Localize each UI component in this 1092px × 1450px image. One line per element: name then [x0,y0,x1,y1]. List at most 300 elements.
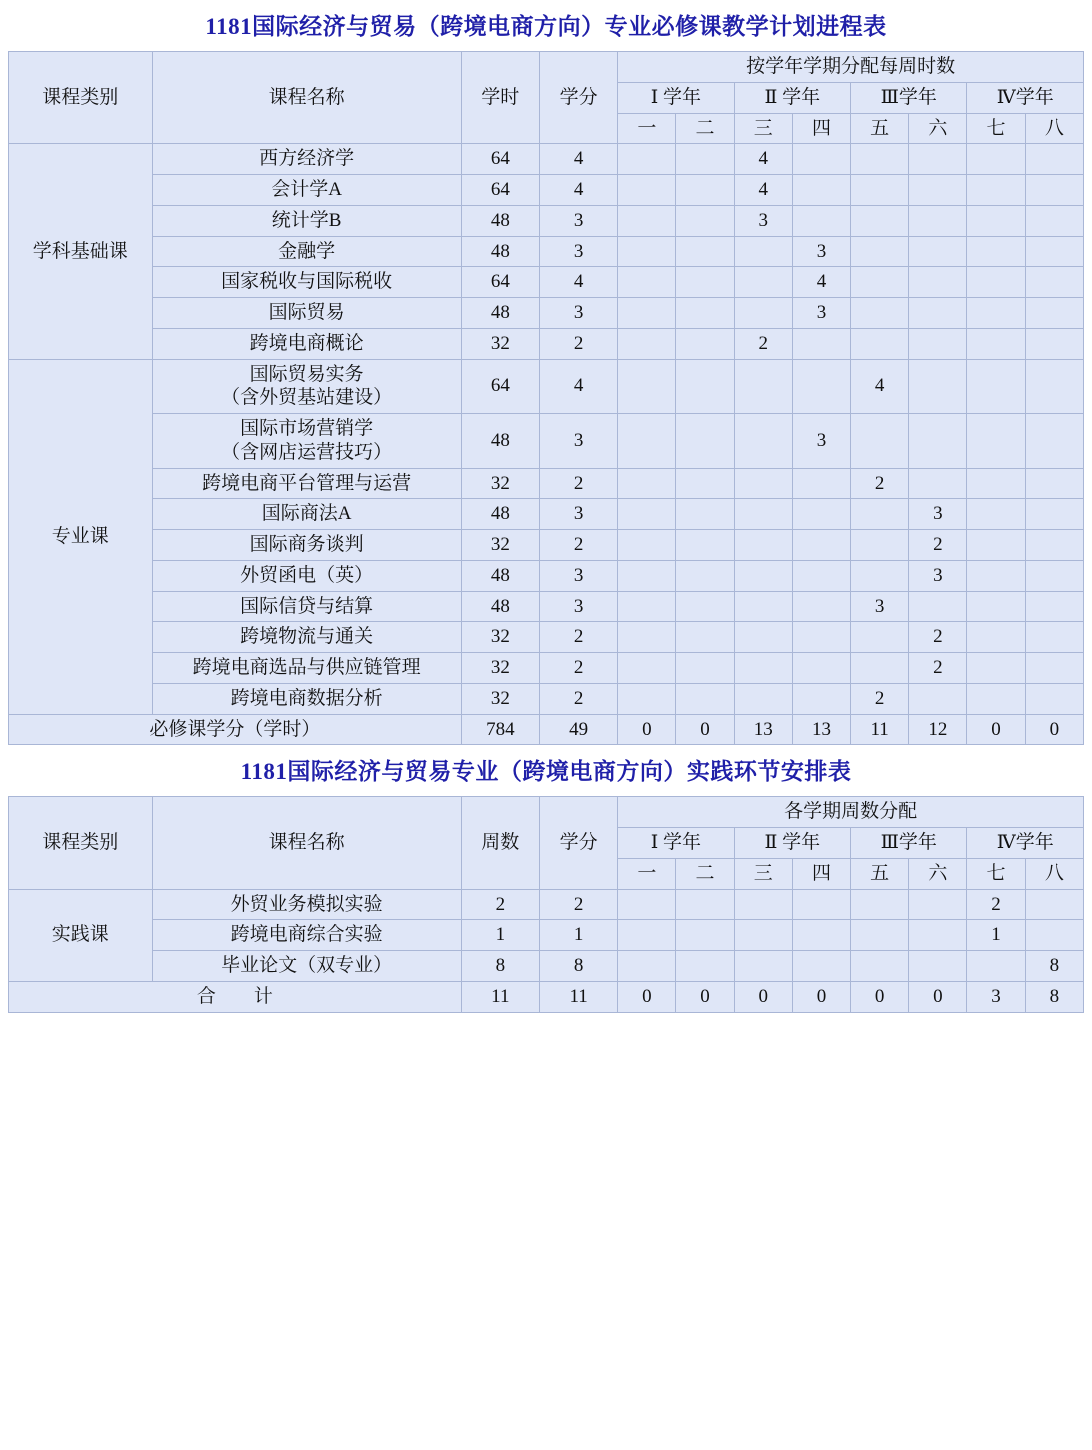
course-credits: 3 [539,560,617,591]
term-4 [792,175,850,206]
summary-term-8: 8 [1025,981,1083,1012]
table-row [9,144,1084,175]
course-name: 跨境电商选品与供应链管理 [152,653,461,684]
header-term-2: 二 [676,113,734,144]
header-year-4: Ⅳ学年 [967,828,1084,859]
term-5: 2 [851,468,909,499]
summary-row [9,714,1084,745]
table-header-row [9,52,1084,83]
term-4 [792,591,850,622]
course-hours: 32 [461,468,539,499]
summary-label: 合 计 [9,981,462,1012]
course-weeks: 8 [461,951,539,982]
table-row [9,175,1084,206]
course-credits: 4 [539,175,617,206]
term-1 [618,591,676,622]
term-2 [676,889,734,920]
term-8 [1025,144,1083,175]
header-distribution: 各学期周数分配 [618,797,1084,828]
term-2 [676,560,734,591]
table-row [9,499,1084,530]
term-8 [1025,359,1083,414]
course-hours: 64 [461,359,539,414]
term-1 [618,499,676,530]
header-term-1: 一 [618,113,676,144]
term-6 [909,414,967,469]
term-7 [967,499,1025,530]
course-credits: 2 [539,328,617,359]
summary-term-6: 0 [909,981,967,1012]
term-4 [792,530,850,561]
term-2 [676,499,734,530]
course-hours: 32 [461,530,539,561]
header-term-2: 二 [676,858,734,889]
term-7 [967,951,1025,982]
term-8 [1025,683,1083,714]
table-row [9,205,1084,236]
term-1 [618,622,676,653]
term-5 [851,920,909,951]
term-6 [909,175,967,206]
term-8 [1025,622,1083,653]
summary-term-5: 11 [851,714,909,745]
term-7 [967,267,1025,298]
term-6 [909,144,967,175]
term-6 [909,951,967,982]
term-6: 2 [909,622,967,653]
term-4 [792,560,850,591]
term-1 [618,560,676,591]
term-6 [909,298,967,329]
term-3 [734,267,792,298]
table-row [9,468,1084,499]
header-term-5: 五 [851,113,909,144]
term-4 [792,499,850,530]
course-hours: 64 [461,144,539,175]
header-year-1: Ⅰ 学年 [618,82,734,113]
term-2 [676,591,734,622]
term-4: 3 [792,298,850,329]
header-term-7: 七 [967,858,1025,889]
term-4 [792,622,850,653]
term-1 [618,530,676,561]
table-row [9,530,1084,561]
course-credits: 8 [539,951,617,982]
term-7 [967,591,1025,622]
course-name: 跨境电商数据分析 [152,683,461,714]
course-name: 国际商法A [152,499,461,530]
term-2 [676,414,734,469]
summary-credits: 11 [539,981,617,1012]
term-6 [909,468,967,499]
term-3 [734,622,792,653]
term-1 [618,144,676,175]
term-2 [676,653,734,684]
course-name: 国家税收与国际税收 [152,267,461,298]
term-2 [676,468,734,499]
table-row [9,951,1084,982]
term-1 [618,359,676,414]
header-term-4: 四 [792,858,850,889]
page-title-1: 1181国际经济与贸易（跨境电商方向）专业必修课教学计划进程表 [205,14,887,39]
term-5: 3 [851,591,909,622]
table-row [9,653,1084,684]
term-3: 4 [734,175,792,206]
term-7 [967,144,1025,175]
course-name: 跨境电商综合实验 [152,920,461,951]
course-name: 跨境电商平台管理与运营 [152,468,461,499]
summary-term-3: 13 [734,714,792,745]
term-8 [1025,653,1083,684]
term-3 [734,468,792,499]
header-hours: 学时 [461,52,539,144]
term-5 [851,144,909,175]
term-8 [1025,591,1083,622]
term-7 [967,530,1025,561]
header-year-2: Ⅱ 学年 [734,82,850,113]
term-6 [909,328,967,359]
course-hours: 48 [461,560,539,591]
term-5 [851,951,909,982]
course-credits: 3 [539,499,617,530]
term-3: 3 [734,205,792,236]
term-5 [851,414,909,469]
table-row [9,591,1084,622]
term-7 [967,328,1025,359]
summary-term-1: 0 [618,714,676,745]
term-6 [909,205,967,236]
header-category: 课程类别 [9,797,153,889]
term-3: 4 [734,144,792,175]
term-2 [676,359,734,414]
term-3 [734,414,792,469]
course-credits: 2 [539,622,617,653]
category-cell-practice: 实践课 [9,889,153,981]
summary-term-7: 3 [967,981,1025,1012]
course-name: 外贸函电（英） [152,560,461,591]
course-weeks: 1 [461,920,539,951]
header-course-name: 课程名称 [152,52,461,144]
term-4: 3 [792,414,850,469]
term-7 [967,468,1025,499]
term-2 [676,205,734,236]
header-credits: 学分 [539,52,617,144]
category-cell-basic: 学科基础课 [9,144,153,359]
page-title-2: 1181国际经济与贸易专业（跨境电商方向）实践环节安排表 [240,759,852,785]
course-credits: 4 [539,359,617,414]
term-5 [851,653,909,684]
term-3 [734,560,792,591]
header-term-1: 一 [618,858,676,889]
term-8 [1025,298,1083,329]
term-1 [618,951,676,982]
term-7 [967,653,1025,684]
summary-term-5: 0 [851,981,909,1012]
term-8: 8 [1025,951,1083,982]
table-row [9,267,1084,298]
table-row [9,683,1084,714]
term-1 [618,298,676,329]
summary-credits: 49 [539,714,617,745]
summary-term-3: 0 [734,981,792,1012]
practice-table [8,796,1084,1012]
term-8 [1025,328,1083,359]
term-4: 3 [792,236,850,267]
table-row [9,889,1084,920]
course-hours: 32 [461,622,539,653]
course-credits: 3 [539,205,617,236]
course-credits: 2 [539,889,617,920]
term-5 [851,298,909,329]
term-6 [909,267,967,298]
term-4 [792,683,850,714]
term-7 [967,205,1025,236]
term-4 [792,328,850,359]
course-name: 西方经济学 [152,144,461,175]
term-3 [734,951,792,982]
header-term-6: 六 [909,113,967,144]
term-3 [734,683,792,714]
term-3 [734,653,792,684]
term-3 [734,889,792,920]
course-hours: 48 [461,205,539,236]
term-6: 2 [909,653,967,684]
term-5 [851,530,909,561]
term-3 [734,591,792,622]
term-6 [909,920,967,951]
course-name: 外贸业务模拟实验 [152,889,461,920]
term-2 [676,175,734,206]
course-hours: 48 [461,298,539,329]
term-5 [851,267,909,298]
term-6: 3 [909,560,967,591]
term-7 [967,622,1025,653]
course-credits: 2 [539,653,617,684]
term-5 [851,205,909,236]
term-1 [618,920,676,951]
course-name: 毕业论文（双专业） [152,951,461,982]
course-hours: 32 [461,653,539,684]
term-2 [676,920,734,951]
course-credits: 2 [539,683,617,714]
term-1 [618,236,676,267]
header-term-5: 五 [851,858,909,889]
table-row [9,920,1084,951]
course-credits: 2 [539,530,617,561]
term-3 [734,530,792,561]
term-7 [967,236,1025,267]
term-6: 2 [909,530,967,561]
header-term-4: 四 [792,113,850,144]
required-courses-table [8,51,1084,745]
summary-term-4: 13 [792,714,850,745]
term-5: 4 [851,359,909,414]
term-8 [1025,920,1083,951]
summary-weeks: 11 [461,981,539,1012]
course-hours: 48 [461,236,539,267]
header-course-name: 课程名称 [152,797,461,889]
course-name: 国际信贷与结算 [152,591,461,622]
term-6 [909,889,967,920]
term-3 [734,499,792,530]
term-6 [909,591,967,622]
term-4 [792,951,850,982]
course-name: 会计学A [152,175,461,206]
term-4 [792,359,850,414]
term-4 [792,144,850,175]
course-hours: 32 [461,683,539,714]
term-8 [1025,205,1083,236]
course-hours: 32 [461,328,539,359]
table-row [9,328,1084,359]
term-7 [967,414,1025,469]
summary-term-1: 0 [618,981,676,1012]
term-1 [618,468,676,499]
course-name: 国际贸易 [152,298,461,329]
header-year-4: Ⅳ学年 [967,82,1084,113]
summary-term-2: 0 [676,714,734,745]
practice-body [9,889,1084,1012]
term-2 [676,267,734,298]
term-3 [734,236,792,267]
course-hours: 64 [461,267,539,298]
term-8 [1025,530,1083,561]
summary-label: 必修课学分（学时） [9,714,462,745]
term-2 [676,683,734,714]
header-year-3: Ⅲ学年 [851,82,967,113]
course-name: 国际商务谈判 [152,530,461,561]
term-8 [1025,560,1083,591]
term-1 [618,889,676,920]
term-6: 3 [909,499,967,530]
term-3 [734,298,792,329]
header-year-1: Ⅰ 学年 [618,828,734,859]
term-2 [676,622,734,653]
term-8 [1025,175,1083,206]
course-credits: 4 [539,144,617,175]
term-8 [1025,499,1083,530]
table-row [9,236,1084,267]
term-6 [909,236,967,267]
course-credits: 3 [539,414,617,469]
term-2 [676,328,734,359]
term-2 [676,530,734,561]
term-5 [851,622,909,653]
term-3 [734,920,792,951]
term-4 [792,205,850,236]
header-credits: 学分 [539,797,617,889]
term-4: 4 [792,267,850,298]
term-4 [792,920,850,951]
term-6 [909,359,967,414]
table-row [9,622,1084,653]
term-7 [967,359,1025,414]
header-weeks: 周数 [461,797,539,889]
term-8 [1025,236,1083,267]
course-hours: 48 [461,414,539,469]
term-5 [851,236,909,267]
course-name: 跨境物流与通关 [152,622,461,653]
term-5 [851,499,909,530]
summary-term-2: 0 [676,981,734,1012]
course-credits: 1 [539,920,617,951]
term-7: 1 [967,920,1025,951]
term-1 [618,205,676,236]
course-name: 统计学B [152,205,461,236]
course-name: 国际贸易实务 （含外贸基站建设） [152,359,461,414]
term-1 [618,328,676,359]
term-1 [618,175,676,206]
table-row [9,298,1084,329]
term-4 [792,468,850,499]
header-term-3: 三 [734,858,792,889]
course-credits: 3 [539,591,617,622]
summary-hours: 784 [461,714,539,745]
term-2 [676,144,734,175]
term-6 [909,683,967,714]
summary-term-7: 0 [967,714,1025,745]
course-credits: 2 [539,468,617,499]
term-2 [676,951,734,982]
header-term-8: 八 [1025,858,1083,889]
course-weeks: 2 [461,889,539,920]
term-4 [792,653,850,684]
course-credits: 3 [539,236,617,267]
summary-term-6: 12 [909,714,967,745]
course-name: 跨境电商概论 [152,328,461,359]
required-courses-body [9,144,1084,745]
course-hours: 48 [461,499,539,530]
course-name: 金融学 [152,236,461,267]
category-cell-major: 专业课 [9,359,153,714]
header-term-3: 三 [734,113,792,144]
term-5 [851,328,909,359]
term-8 [1025,889,1083,920]
term-7 [967,683,1025,714]
term-4 [792,889,850,920]
term-2 [676,236,734,267]
header-category: 课程类别 [9,52,153,144]
term-5 [851,175,909,206]
term-8 [1025,267,1083,298]
table-row [9,414,1084,469]
course-hours: 64 [461,175,539,206]
course-credits: 3 [539,298,617,329]
term-1 [618,653,676,684]
term-8 [1025,414,1083,469]
header-year-2: Ⅱ 学年 [734,828,850,859]
header-distribution: 按学年学期分配每周时数 [618,52,1084,83]
term-1 [618,414,676,469]
table-row [9,560,1084,591]
term-5 [851,560,909,591]
summary-term-8: 0 [1025,714,1083,745]
term-7 [967,298,1025,329]
table-row [9,359,1084,414]
header-term-8: 八 [1025,113,1083,144]
summary-row [9,981,1084,1012]
term-8 [1025,468,1083,499]
term-3: 2 [734,328,792,359]
term-3 [734,359,792,414]
term-5 [851,889,909,920]
header-term-6: 六 [909,858,967,889]
term-2 [676,298,734,329]
course-name: 国际市场营销学 （含网店运营技巧） [152,414,461,469]
course-credits: 4 [539,267,617,298]
term-1 [618,267,676,298]
term-1 [618,683,676,714]
